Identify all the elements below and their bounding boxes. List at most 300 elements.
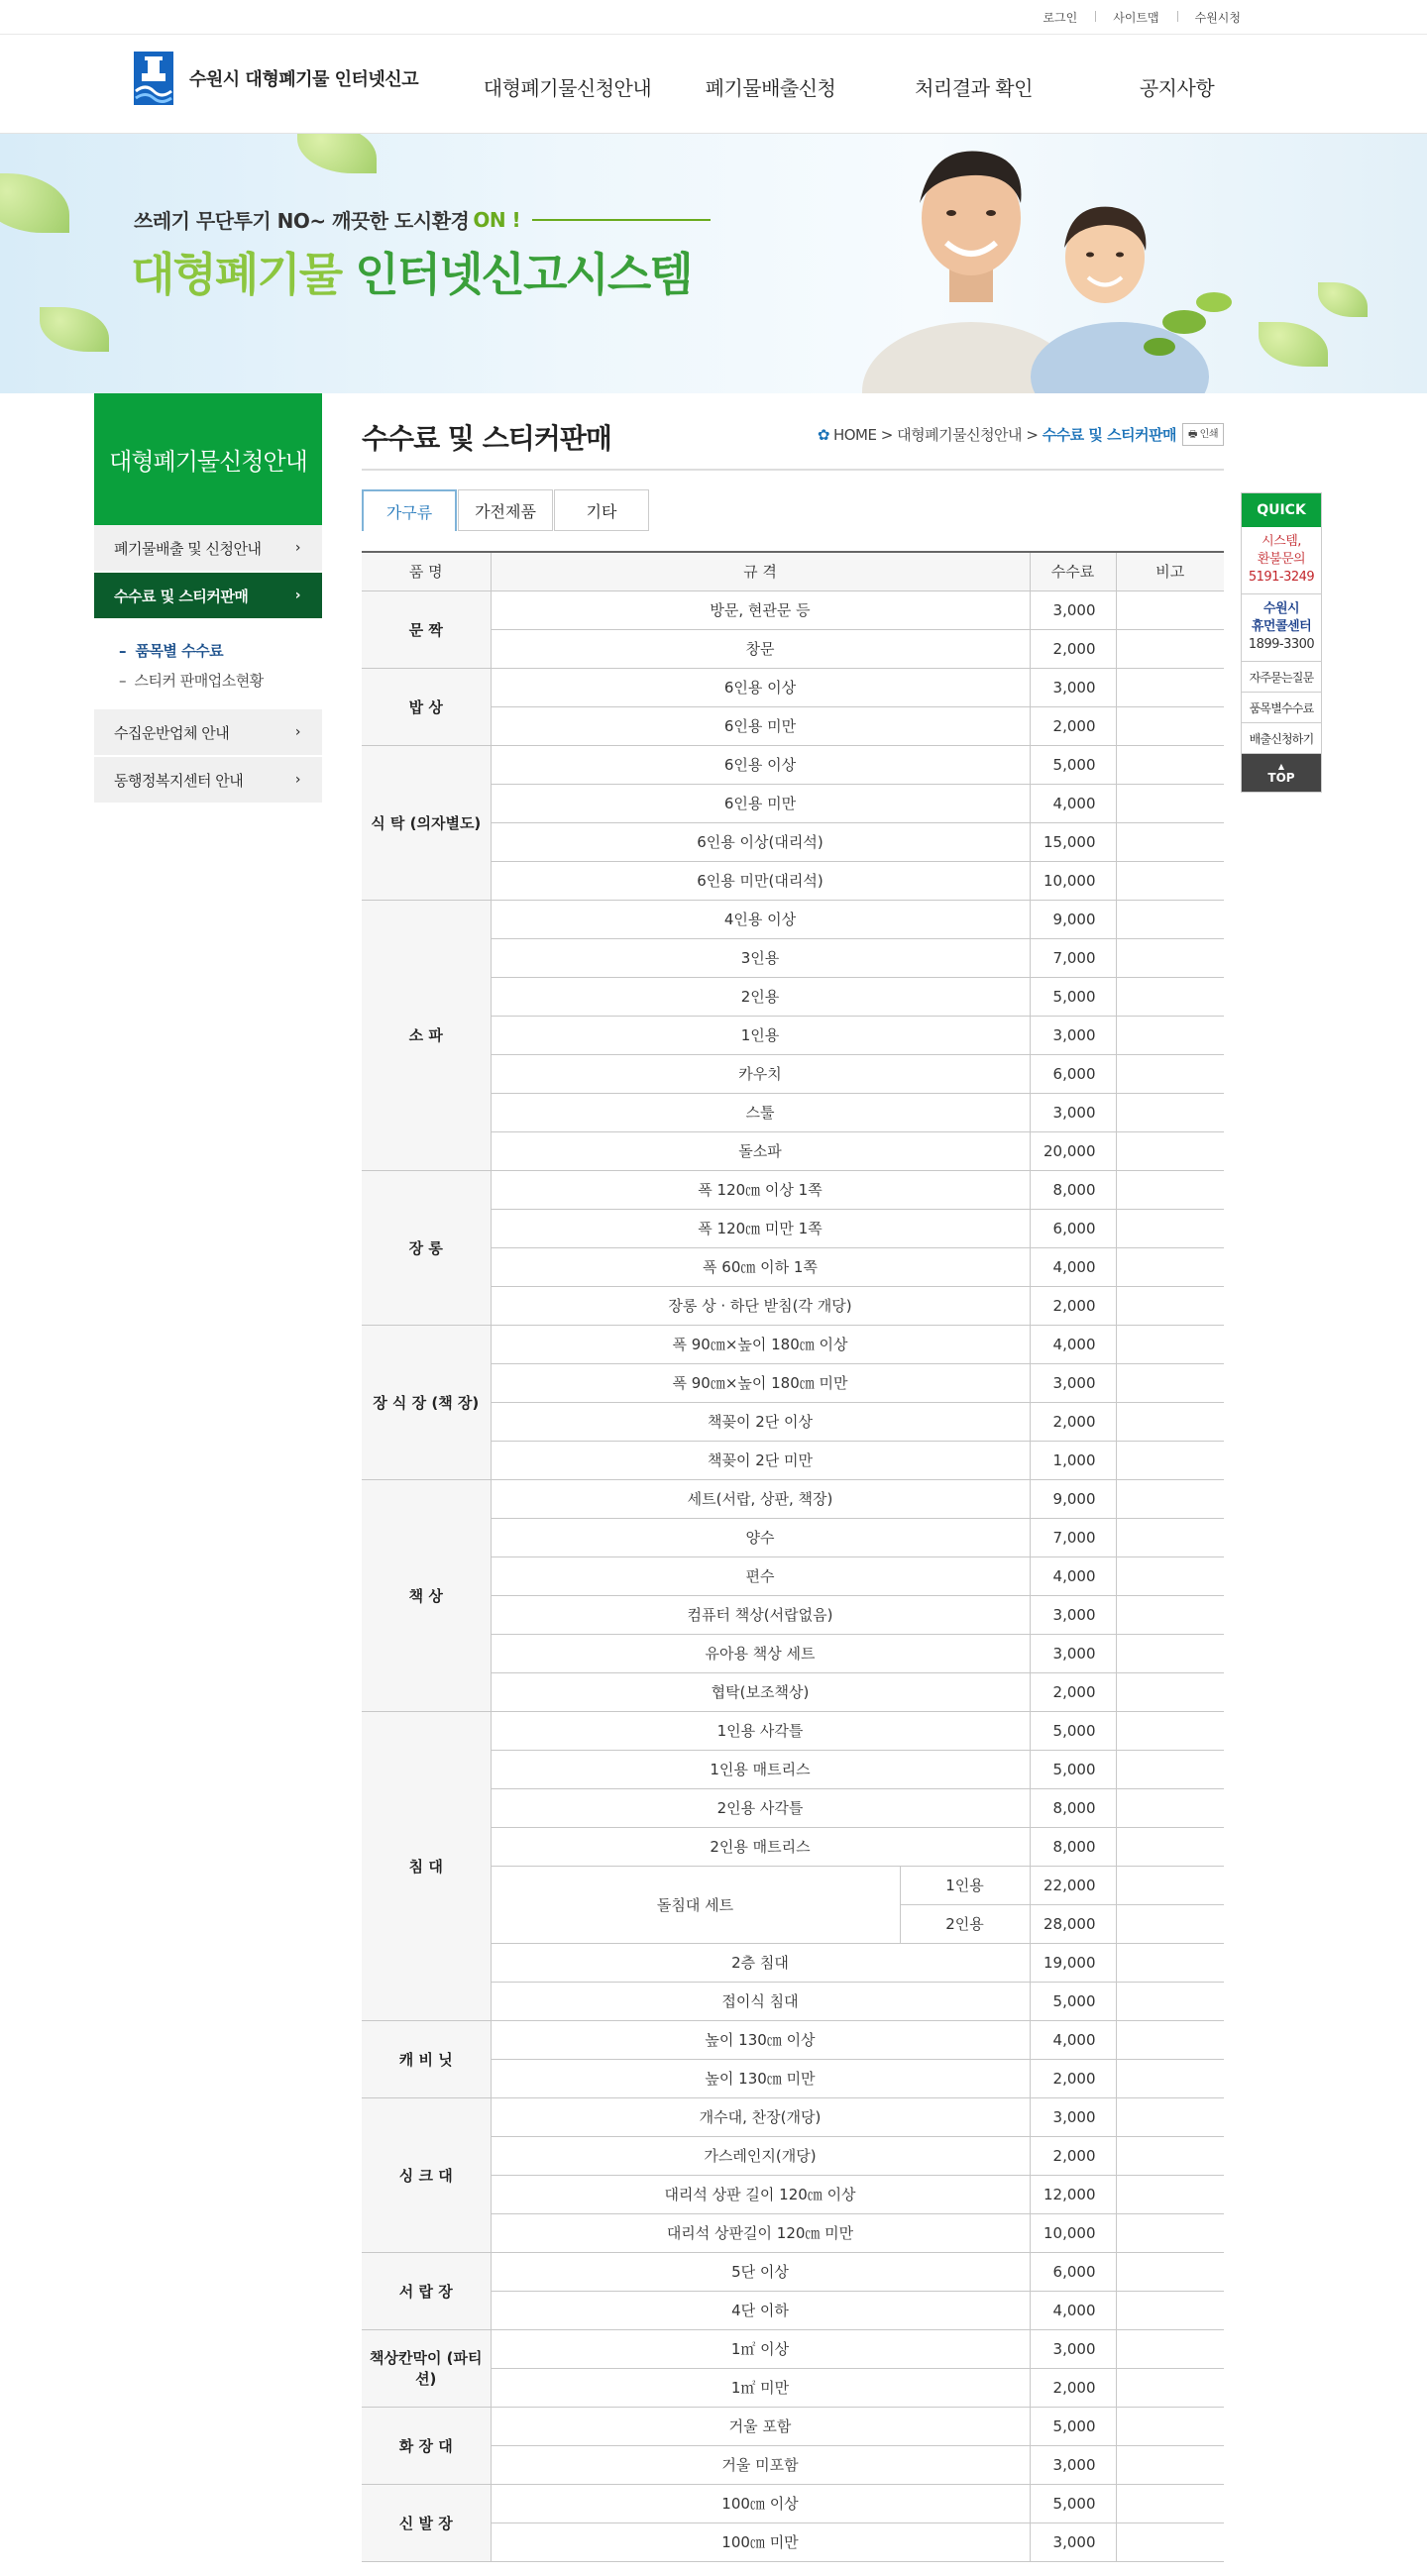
breadcrumb-current: 수수료 및 스티커판매 bbox=[1042, 426, 1177, 444]
cell-fee: 3,000 bbox=[1030, 2445, 1116, 2484]
gnb-item-result[interactable]: 처리결과 확인 bbox=[915, 76, 1033, 100]
quick-red-line: 시스템, bbox=[1262, 534, 1301, 549]
side-sub-item-store[interactable]: – 스티커 판매업소현황 bbox=[119, 672, 264, 690]
cell-note bbox=[1116, 1209, 1224, 1247]
quick-link-fee[interactable]: 품목별수수료 bbox=[1242, 693, 1321, 723]
cell-fee: 7,000 bbox=[1030, 938, 1116, 977]
col-header-fee: 수수료 bbox=[1030, 552, 1116, 590]
table-row bbox=[362, 1866, 1224, 1904]
cell-spec: 2인용 bbox=[491, 977, 1030, 1016]
top-label: TOP bbox=[1267, 770, 1295, 785]
cell-spec: 6인용 미만 bbox=[491, 706, 1030, 745]
cell-note bbox=[1116, 977, 1224, 1016]
cell-note bbox=[1116, 2059, 1224, 2097]
table-row bbox=[362, 1943, 1224, 1982]
cell-fee: 3,000 bbox=[1030, 1016, 1116, 1054]
cell-fee: 10,000 bbox=[1030, 861, 1116, 900]
cell-sub-spec: 2인용 bbox=[900, 1904, 1030, 1943]
cell-spec: 접이식 침대 bbox=[491, 1982, 1030, 2020]
side-nav-item-center[interactable] bbox=[94, 757, 322, 805]
cell-item-name: 캐 비 닛 bbox=[362, 2020, 491, 2097]
cell-note bbox=[1116, 2252, 1224, 2291]
cell-spec: 6인용 이상 bbox=[491, 668, 1030, 706]
table-row bbox=[362, 706, 1224, 745]
quick-call-center[interactable] bbox=[1242, 594, 1321, 662]
cell-note bbox=[1116, 1827, 1224, 1866]
cell-fee: 3,000 bbox=[1030, 2097, 1116, 2136]
quick-title: QUICK bbox=[1242, 493, 1321, 527]
side-sub-item-fee[interactable]: – 품목별 수수료 bbox=[119, 642, 224, 660]
cell-fee: 3,000 bbox=[1030, 668, 1116, 706]
header bbox=[0, 35, 1427, 134]
table-row bbox=[362, 668, 1224, 706]
breadcrumb-level1[interactable]: 대형폐기물신청안내 bbox=[897, 426, 1023, 444]
cell-note bbox=[1116, 2020, 1224, 2059]
cell-fee: 12,000 bbox=[1030, 2175, 1116, 2213]
arrow-up-icon: ▲ bbox=[1277, 761, 1285, 771]
cell-fee: 3,000 bbox=[1030, 590, 1116, 629]
cell-fee: 8,000 bbox=[1030, 1827, 1116, 1866]
table-row bbox=[362, 2097, 1224, 2136]
side-nav-sub-list bbox=[94, 620, 322, 709]
quick-menu bbox=[1241, 492, 1322, 793]
cell-item-name: 침 대 bbox=[362, 1711, 491, 2020]
cell-spec: 100㎝ 이상 bbox=[491, 2484, 1030, 2522]
gnb-item-guide[interactable]: 대형폐기물신청안내 bbox=[483, 76, 652, 100]
slogan-line bbox=[532, 219, 711, 221]
cell-spec: 폭 120㎝ 이상 1쪽 bbox=[491, 1170, 1030, 1209]
suwon-logo-icon bbox=[134, 52, 173, 105]
cell-note bbox=[1116, 822, 1224, 861]
table-row bbox=[362, 2252, 1224, 2291]
cell-note bbox=[1116, 900, 1224, 938]
quick-red-line: 환불문의 bbox=[1257, 552, 1306, 567]
cell-note bbox=[1116, 2445, 1224, 2484]
cell-note bbox=[1116, 2097, 1224, 2136]
cell-item-name: 장 롱 bbox=[362, 1170, 491, 1325]
table-row bbox=[362, 1556, 1224, 1595]
col-header-spec: 규 격 bbox=[491, 552, 1030, 590]
table-row bbox=[362, 1479, 1224, 1518]
cell-note bbox=[1116, 2213, 1224, 2252]
cell-note bbox=[1116, 1247, 1224, 1286]
quick-red-line: 5191-3249 bbox=[1248, 570, 1315, 585]
banner-slogan bbox=[134, 205, 711, 234]
table-row bbox=[362, 1016, 1224, 1054]
col-header-item: 품 명 bbox=[362, 552, 491, 590]
banner-title bbox=[131, 239, 692, 304]
table-row bbox=[362, 2368, 1224, 2407]
cell-note bbox=[1116, 1904, 1224, 1943]
cell-spec: 3인용 bbox=[491, 938, 1030, 977]
table-row bbox=[362, 1672, 1224, 1711]
table-row bbox=[362, 2291, 1224, 2329]
cell-spec: 거울 미포함 bbox=[491, 2445, 1030, 2484]
cell-note bbox=[1116, 590, 1224, 629]
cell-item-name: 싱 크 대 bbox=[362, 2097, 491, 2252]
breadcrumb-sep: > bbox=[880, 425, 893, 444]
cell-note bbox=[1116, 668, 1224, 706]
cell-item-name: 서 랍 장 bbox=[362, 2252, 491, 2329]
quick-link-faq[interactable]: 자주묻는질문 bbox=[1242, 662, 1321, 693]
table-row bbox=[362, 1209, 1224, 1247]
table-row bbox=[362, 1402, 1224, 1441]
cell-fee: 4,000 bbox=[1030, 1556, 1116, 1595]
cell-spec: 2층 침대 bbox=[491, 1943, 1030, 1982]
cell-spec: 책꽂이 2단 미만 bbox=[491, 1441, 1030, 1479]
cell-fee: 15,000 bbox=[1030, 822, 1116, 861]
cell-spec: 6인용 이상 bbox=[491, 745, 1030, 784]
table-row bbox=[362, 1325, 1224, 1363]
breadcrumb bbox=[818, 423, 1224, 446]
cell-note bbox=[1116, 1750, 1224, 1788]
tab-appliance[interactable]: 가전제품 bbox=[458, 489, 553, 531]
cell-spec: 가스레인지(개당) bbox=[491, 2136, 1030, 2175]
cell-fee: 3,000 bbox=[1030, 1363, 1116, 1402]
cell-note bbox=[1116, 1325, 1224, 1363]
city-hall-link[interactable]: 수원시청 bbox=[1177, 9, 1259, 26]
leaf-decoration bbox=[0, 173, 69, 233]
cell-fee: 4,000 bbox=[1030, 784, 1116, 822]
table-row bbox=[362, 784, 1224, 822]
main-banner bbox=[0, 134, 1427, 393]
table-row bbox=[362, 1131, 1224, 1170]
cell-note bbox=[1116, 1054, 1224, 1093]
title-divider bbox=[362, 469, 1224, 471]
cell-spec: 폭 120㎝ 미만 1쪽 bbox=[491, 1209, 1030, 1247]
banner-title-part1: 대형폐기물 bbox=[131, 248, 342, 301]
cell-note bbox=[1116, 1672, 1224, 1711]
global-nav bbox=[466, 72, 1278, 101]
cell-spec: 대리석 상판길이 120㎝ 미만 bbox=[491, 2213, 1030, 2252]
cell-spec: 돌소파 bbox=[491, 1131, 1030, 1170]
cell-spec: 6인용 이상(대리석) bbox=[491, 822, 1030, 861]
cell-fee: 2,000 bbox=[1030, 1402, 1116, 1441]
cell-fee: 2,000 bbox=[1030, 2059, 1116, 2097]
table-row bbox=[362, 938, 1224, 977]
cell-fee: 3,000 bbox=[1030, 1634, 1116, 1672]
table-row bbox=[362, 2020, 1224, 2059]
quick-blue-line: 수원시 bbox=[1262, 601, 1300, 616]
cell-spec: 6인용 미만(대리석) bbox=[491, 861, 1030, 900]
cell-note bbox=[1116, 1943, 1224, 1982]
cell-note bbox=[1116, 1093, 1224, 1131]
table-row bbox=[362, 2059, 1224, 2097]
cell-spec: 높이 130㎝ 이상 bbox=[491, 2020, 1030, 2059]
cell-spec: 카우치 bbox=[491, 1054, 1030, 1093]
family-photo bbox=[823, 134, 1249, 393]
table-row bbox=[362, 1711, 1224, 1750]
cell-spec: 4단 이하 bbox=[491, 2291, 1030, 2329]
cell-note bbox=[1116, 938, 1224, 977]
cell-fee: 2,000 bbox=[1030, 706, 1116, 745]
home-icon[interactable]: ✿ bbox=[817, 425, 829, 444]
chevron-right-icon: › bbox=[294, 540, 300, 556]
cell-item-name: 장 식 장 (책 장) bbox=[362, 1325, 491, 1479]
utility-bar bbox=[0, 0, 1427, 35]
cell-note bbox=[1116, 1402, 1224, 1441]
cell-note bbox=[1116, 1363, 1224, 1402]
leaf-decoration bbox=[1259, 322, 1328, 367]
cell-fee: 2,000 bbox=[1030, 2368, 1116, 2407]
cell-spec: 책꽂이 2단 이상 bbox=[491, 1402, 1030, 1441]
cell-fee: 5,000 bbox=[1030, 977, 1116, 1016]
cell-note bbox=[1116, 1441, 1224, 1479]
leaf-decoration bbox=[40, 307, 109, 352]
cell-item-name: 책상칸막이 (파티션) bbox=[362, 2329, 491, 2407]
cell-note bbox=[1116, 1518, 1224, 1556]
cell-note bbox=[1116, 1634, 1224, 1672]
cell-spec: 거울 포함 bbox=[491, 2407, 1030, 2445]
cell-item-name: 소 파 bbox=[362, 900, 491, 1170]
cell-note bbox=[1116, 2175, 1224, 2213]
table-row bbox=[362, 1170, 1224, 1209]
cell-note bbox=[1116, 2291, 1224, 2329]
cell-spec: 5단 이상 bbox=[491, 2252, 1030, 2291]
cell-fee: 5,000 bbox=[1030, 2484, 1116, 2522]
login-link[interactable]: 로그인 bbox=[1043, 11, 1078, 25]
cell-item-name: 식 탁 (의자별도) bbox=[362, 745, 491, 900]
table-row bbox=[362, 900, 1224, 938]
cell-spec: 폭 90㎝×높이 180㎝ 이상 bbox=[491, 1325, 1030, 1363]
table-row bbox=[362, 2213, 1224, 2252]
table-row bbox=[362, 1363, 1224, 1402]
cell-fee: 6,000 bbox=[1030, 1209, 1116, 1247]
cell-fee: 4,000 bbox=[1030, 1325, 1116, 1363]
print-label: 인쇄 bbox=[1199, 429, 1218, 440]
gnb-item-apply[interactable]: 폐기물배출신청 bbox=[705, 76, 836, 100]
cell-fee: 3,000 bbox=[1030, 1093, 1116, 1131]
col-header-note: 비고 bbox=[1116, 552, 1224, 590]
cell-note bbox=[1116, 2368, 1224, 2407]
quick-link-apply[interactable]: 배출신청하기 bbox=[1242, 723, 1321, 754]
cell-fee: 6,000 bbox=[1030, 1054, 1116, 1093]
side-sub-label: 스티커 판매업소현황 bbox=[134, 672, 264, 690]
print-button[interactable]: 🖶 인쇄 bbox=[1182, 423, 1224, 446]
cell-spec: 1인용 사각틀 bbox=[491, 1711, 1030, 1750]
cell-fee: 28,000 bbox=[1030, 1904, 1116, 1943]
side-sub-label: 품목별 수수료 bbox=[135, 642, 224, 660]
side-nav-label: 동행정복지센터 안내 bbox=[114, 771, 244, 790]
table-row bbox=[362, 977, 1224, 1016]
table-row bbox=[362, 1750, 1224, 1788]
leaf-decoration bbox=[1318, 282, 1368, 317]
table-row bbox=[362, 2407, 1224, 2445]
table-row bbox=[362, 2136, 1224, 2175]
cell-fee: 22,000 bbox=[1030, 1866, 1116, 1904]
side-nav-item-fee[interactable] bbox=[94, 573, 322, 620]
cell-fee: 8,000 bbox=[1030, 1788, 1116, 1827]
cell-note bbox=[1116, 1479, 1224, 1518]
cell-spec: 유아용 책상 세트 bbox=[491, 1634, 1030, 1672]
cell-fee: 1,000 bbox=[1030, 1441, 1116, 1479]
table-row bbox=[362, 861, 1224, 900]
cell-fee: 2,000 bbox=[1030, 1286, 1116, 1325]
cell-fee: 20,000 bbox=[1030, 1131, 1116, 1170]
table-row bbox=[362, 1054, 1224, 1093]
table-row bbox=[362, 1518, 1224, 1556]
page-title: 수수료 및 스티커판매 bbox=[362, 422, 611, 455]
cell-spec: 방문, 현관문 등 bbox=[491, 590, 1030, 629]
utility-links bbox=[1025, 9, 1259, 26]
cell-item-name: 신 발 장 bbox=[362, 2484, 491, 2561]
category-tabs bbox=[362, 489, 650, 531]
cell-spec: 편수 bbox=[491, 1556, 1030, 1595]
table-row bbox=[362, 1634, 1224, 1672]
cell-sub-spec: 1인용 bbox=[900, 1866, 1030, 1904]
cell-spec: 4인용 이상 bbox=[491, 900, 1030, 938]
cell-fee: 4,000 bbox=[1030, 2020, 1116, 2059]
cell-spec: 폭 60㎝ 이하 1쪽 bbox=[491, 1247, 1030, 1286]
cell-note bbox=[1116, 1286, 1224, 1325]
side-nav-heading: 대형폐기물신청안내 bbox=[94, 393, 322, 525]
table-row bbox=[362, 1595, 1224, 1634]
cell-fee: 19,000 bbox=[1030, 1943, 1116, 1982]
cell-note bbox=[1116, 1556, 1224, 1595]
slogan-text: 쓰레기 무단투기 NO~ 깨끗한 도시환경 bbox=[134, 209, 470, 233]
cell-fee: 5,000 bbox=[1030, 1982, 1116, 2020]
table-row bbox=[362, 1788, 1224, 1827]
side-nav-item-company[interactable] bbox=[94, 709, 322, 757]
cell-spec: 세트(서랍, 상판, 책장) bbox=[491, 1479, 1030, 1518]
table-row bbox=[362, 745, 1224, 784]
cell-fee: 5,000 bbox=[1030, 2407, 1116, 2445]
cell-spec: 양수 bbox=[491, 1518, 1030, 1556]
table-row bbox=[362, 1093, 1224, 1131]
site-title: 수원시 대형폐기물 인터넷신고 bbox=[189, 69, 419, 90]
table-header-row bbox=[362, 552, 1224, 590]
table-row bbox=[362, 2484, 1224, 2522]
table-row bbox=[362, 590, 1224, 629]
cell-spec: 2인용 사각틀 bbox=[491, 1788, 1030, 1827]
side-nav-item-guide[interactable] bbox=[94, 525, 322, 573]
cell-spec: 1㎡ 미만 bbox=[491, 2368, 1030, 2407]
cell-spec: 개수대, 찬장(개당) bbox=[491, 2097, 1030, 2136]
cell-spec: 100㎝ 미만 bbox=[491, 2522, 1030, 2561]
table-row bbox=[362, 2445, 1224, 2484]
table-row bbox=[362, 2329, 1224, 2368]
cell-fee: 2,000 bbox=[1030, 1672, 1116, 1711]
side-nav-label: 폐기물배출 및 신청안내 bbox=[114, 539, 262, 558]
table-row bbox=[362, 629, 1224, 668]
cell-spec: 장롱 상 · 하단 받침(각 개당) bbox=[491, 1286, 1030, 1325]
cell-fee: 3,000 bbox=[1030, 2522, 1116, 2561]
table-row bbox=[362, 1441, 1224, 1479]
cell-fee: 8,000 bbox=[1030, 1170, 1116, 1209]
quick-blue-line: 휴먼콜센터 bbox=[1251, 619, 1312, 634]
cell-fee: 9,000 bbox=[1030, 1479, 1116, 1518]
cell-note bbox=[1116, 784, 1224, 822]
cell-spec: 스툴 bbox=[491, 1093, 1030, 1131]
table-row bbox=[362, 1827, 1224, 1866]
leaf-decoration bbox=[297, 134, 377, 173]
table-row bbox=[362, 2175, 1224, 2213]
cell-note bbox=[1116, 629, 1224, 668]
scroll-top-button[interactable] bbox=[1242, 754, 1321, 792]
cell-note bbox=[1116, 745, 1224, 784]
cell-note bbox=[1116, 2329, 1224, 2368]
side-nav-label: 수집운반업체 안내 bbox=[114, 723, 230, 742]
cell-note bbox=[1116, 1016, 1224, 1054]
cell-note bbox=[1116, 1711, 1224, 1750]
cell-item-name: 화 장 대 bbox=[362, 2407, 491, 2484]
fee-table bbox=[362, 551, 1224, 2562]
breadcrumb-home[interactable]: HOME bbox=[832, 425, 877, 444]
sitemap-link[interactable]: 사이트맵 bbox=[1095, 9, 1176, 26]
cell-spec: 1인용 매트리스 bbox=[491, 1750, 1030, 1788]
site-logo[interactable] bbox=[134, 52, 418, 105]
cell-note bbox=[1116, 2407, 1224, 2445]
cell-spec: 1인용 bbox=[491, 1016, 1030, 1054]
cell-note bbox=[1116, 706, 1224, 745]
cell-fee: 2,000 bbox=[1030, 2136, 1116, 2175]
cell-spec: 컴퓨터 책상(서랍없음) bbox=[491, 1595, 1030, 1634]
slogan-on: ON ! bbox=[473, 207, 521, 232]
cell-fee: 9,000 bbox=[1030, 900, 1116, 938]
table-row bbox=[362, 1247, 1224, 1286]
cell-spec: 6인용 미만 bbox=[491, 784, 1030, 822]
cell-spec: 협탁(보조책상) bbox=[491, 1672, 1030, 1711]
table-row bbox=[362, 2522, 1224, 2561]
chevron-right-icon: › bbox=[294, 772, 300, 788]
cell-note bbox=[1116, 1170, 1224, 1209]
cell-fee: 3,000 bbox=[1030, 1595, 1116, 1634]
table-row bbox=[362, 1286, 1224, 1325]
banner-title-part2: 인터넷신고시스템 bbox=[355, 248, 692, 301]
table-row bbox=[362, 1982, 1224, 2020]
cell-fee: 2,000 bbox=[1030, 629, 1116, 668]
cell-fee: 5,000 bbox=[1030, 1750, 1116, 1788]
cell-spec: 돌침대 세트 bbox=[491, 1866, 900, 1943]
cell-spec: 높이 130㎝ 미만 bbox=[491, 2059, 1030, 2097]
cell-note bbox=[1116, 2484, 1224, 2522]
cell-fee: 4,000 bbox=[1030, 1247, 1116, 1286]
cell-spec: 대리석 상판 길이 120㎝ 이상 bbox=[491, 2175, 1030, 2213]
cell-fee: 6,000 bbox=[1030, 2252, 1116, 2291]
cell-note bbox=[1116, 2136, 1224, 2175]
chevron-right-icon: › bbox=[294, 588, 300, 603]
breadcrumb-sep: > bbox=[1026, 425, 1039, 444]
cell-note bbox=[1116, 1982, 1224, 2020]
cell-fee: 10,000 bbox=[1030, 2213, 1116, 2252]
cell-fee: 5,000 bbox=[1030, 1711, 1116, 1750]
tab-furniture[interactable]: 가구류 bbox=[362, 489, 457, 531]
gnb-item-notice[interactable]: 공지사항 bbox=[1139, 76, 1215, 100]
cell-fee: 4,000 bbox=[1030, 2291, 1116, 2329]
cell-item-name: 밥 상 bbox=[362, 668, 491, 745]
quick-blue-tel: 1899-3300 bbox=[1248, 637, 1315, 652]
cell-note bbox=[1116, 2522, 1224, 2561]
chevron-right-icon: › bbox=[294, 724, 300, 740]
cell-spec: 폭 90㎝×높이 180㎝ 미만 bbox=[491, 1363, 1030, 1402]
tab-etc[interactable]: 기타 bbox=[554, 489, 649, 531]
fee-table-body bbox=[362, 590, 1224, 2561]
table-row bbox=[362, 822, 1224, 861]
cell-note bbox=[1116, 1866, 1224, 1904]
side-nav bbox=[94, 393, 322, 805]
cell-fee: 5,000 bbox=[1030, 745, 1116, 784]
cell-spec: 창문 bbox=[491, 629, 1030, 668]
cell-note bbox=[1116, 861, 1224, 900]
cell-item-name: 책 상 bbox=[362, 1479, 491, 1711]
cell-item-name: 문 짝 bbox=[362, 590, 491, 668]
cell-note bbox=[1116, 1595, 1224, 1634]
cell-spec: 1㎡ 이상 bbox=[491, 2329, 1030, 2368]
cell-note bbox=[1116, 1788, 1224, 1827]
side-nav-label: 수수료 및 스티커판매 bbox=[114, 587, 249, 605]
quick-refund-contact[interactable] bbox=[1242, 527, 1321, 594]
cell-fee: 7,000 bbox=[1030, 1518, 1116, 1556]
